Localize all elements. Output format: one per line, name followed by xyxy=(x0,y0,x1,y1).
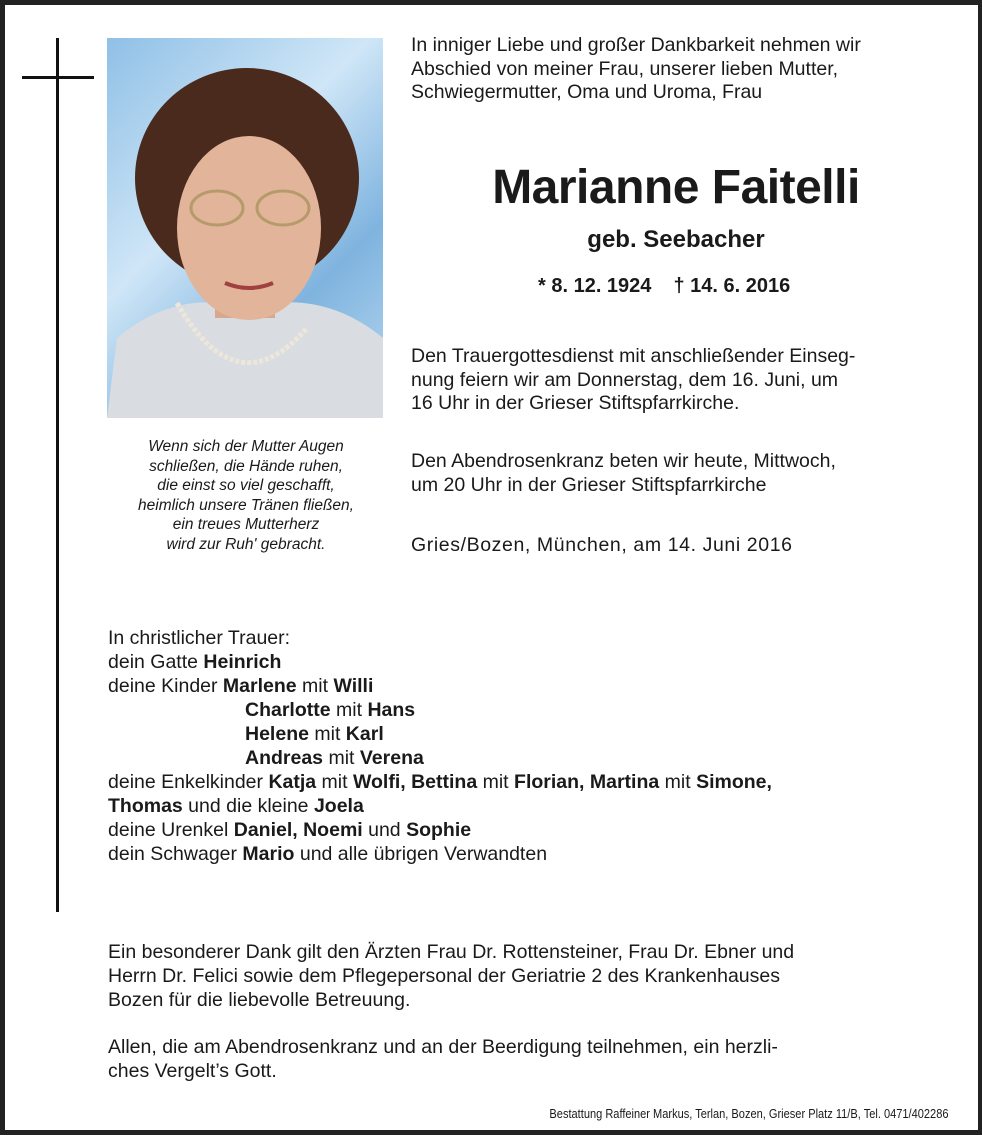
family-line xyxy=(108,722,772,746)
funeral-home-footer: Bestattung Raffeiner Markus, Terlan, Bozen, Grieser Platz 11/B, Tel. 0471/402286 xyxy=(548,1106,948,1121)
thanks-section xyxy=(108,940,948,1083)
relative-name: Marlene xyxy=(222,675,297,697)
poem-line: wird zur Ruh' gebracht. xyxy=(166,535,326,553)
intro-text xyxy=(411,34,861,105)
service-line: nung feiern wir am Donnerstag, dem 16. Juni, um xyxy=(411,368,839,391)
poem-line: heimlich unsere Tränen fließen, xyxy=(138,496,354,514)
relative-name: Simone, xyxy=(696,771,772,793)
relative-name: Florian, Martina xyxy=(514,771,660,793)
family-line xyxy=(108,842,772,866)
cross-icon-bar xyxy=(22,76,94,79)
family-text: deine Urenkel xyxy=(108,819,234,841)
service-line: 16 Uhr in der Grieser Stiftspfarrkirche. xyxy=(411,392,740,414)
relative-name: Heinrich xyxy=(203,651,282,673)
family-line xyxy=(108,626,772,650)
death-date: † 14. 6. 2016 xyxy=(673,275,791,297)
intro-line: Abschied von meiner Frau, unserer lieben Mutter, xyxy=(411,57,839,80)
family-text: mit xyxy=(330,699,368,721)
poem-line: die einst so viel geschafft, xyxy=(157,477,335,494)
rosary-line: um 20 Uhr in der Grieser Stiftspfarrkirche xyxy=(411,473,767,496)
relative-name: Katja xyxy=(268,771,317,793)
family-text: In christlicher Trauer: xyxy=(108,627,291,649)
portrait-photo xyxy=(107,38,383,418)
poem-line: schließen, die Hände ruhen, xyxy=(149,457,343,475)
family-line xyxy=(108,650,772,674)
relative-name: Joela xyxy=(313,795,364,817)
rosary-line: Den Abendrosenkranz beten wir heute, Mittwoch, xyxy=(411,450,836,472)
thanks-line: Herrn Dr. Felici sowie dem Pflegepersonal der Geriatrie 2 des Krankenhauses xyxy=(108,965,780,987)
family-line xyxy=(108,818,772,842)
family-list xyxy=(108,626,772,866)
family-text: dein Gatte xyxy=(108,651,204,673)
life-dates xyxy=(538,275,812,298)
family-text: mit xyxy=(659,771,697,793)
relative-name: Andreas xyxy=(245,747,324,769)
relative-name: Mario xyxy=(242,843,295,865)
poem-line: ein treues Mutterherz xyxy=(172,516,320,533)
cross-icon xyxy=(56,38,59,912)
family-text: dein Schwager xyxy=(108,843,243,865)
relative-name: Karl xyxy=(345,723,384,745)
relative-name: Thomas xyxy=(108,795,183,817)
thanks-line: Bozen für die liebevolle Betreuung. xyxy=(108,989,411,1011)
deceased-name: Marianne Faitelli xyxy=(492,161,860,214)
family-text: deine Enkelkinder xyxy=(108,771,269,793)
family-line xyxy=(108,770,772,794)
relative-name: Wolfi, Bettina xyxy=(352,771,478,793)
thanks-line: Ein besonderer Dank gilt den Ärzten Frau Dr. Rottensteiner, Frau Dr. Ebner und xyxy=(108,941,795,963)
place-date: Gries/Bozen, München, am 14. Juni 2016 xyxy=(411,534,793,556)
birth-date: * 8. 12. 1924 xyxy=(538,275,652,297)
family-text: mit xyxy=(308,723,346,745)
family-line xyxy=(108,746,772,770)
intro-line: In inniger Liebe und großer Dankbarkeit nehmen wir xyxy=(411,34,861,56)
service-line: Den Trauergottesdienst mit anschließender Einseg- xyxy=(411,345,856,367)
family-line xyxy=(108,674,772,698)
relative-name: Sophie xyxy=(406,819,472,841)
service-info xyxy=(411,345,855,416)
relative-name: Helene xyxy=(245,723,309,745)
family-text: und die kleine xyxy=(182,795,314,817)
family-text: deine Kinder xyxy=(108,675,223,697)
family-text: und alle übrigen Verwandten xyxy=(294,843,548,865)
family-line xyxy=(108,698,772,722)
family-line xyxy=(108,794,772,818)
family-text: mit xyxy=(296,675,334,697)
intro-line: Schwiegermutter, Oma und Uroma, Frau xyxy=(411,81,763,103)
maiden-name: geb. Seebacher xyxy=(587,226,765,253)
closing-line: ches Vergelt’s Gott. xyxy=(108,1060,277,1082)
relative-name: Hans xyxy=(367,699,416,721)
family-text: und xyxy=(362,819,407,841)
relative-name: Charlotte xyxy=(245,699,331,721)
memorial-poem xyxy=(104,437,388,554)
relative-name: Willi xyxy=(333,675,374,697)
poem-line: Wenn sich der Mutter Augen xyxy=(148,438,344,455)
closing-line: Allen, die am Abendrosenkranz und an der Beerdigung teilnehmen, ein herzli- xyxy=(108,1036,778,1058)
rosary-info xyxy=(411,450,836,497)
relative-name: Verena xyxy=(359,747,424,769)
family-text: mit xyxy=(323,747,360,769)
relative-name: Daniel, Noemi xyxy=(233,819,363,841)
family-text: mit xyxy=(477,771,515,793)
family-text: mit xyxy=(316,771,353,793)
